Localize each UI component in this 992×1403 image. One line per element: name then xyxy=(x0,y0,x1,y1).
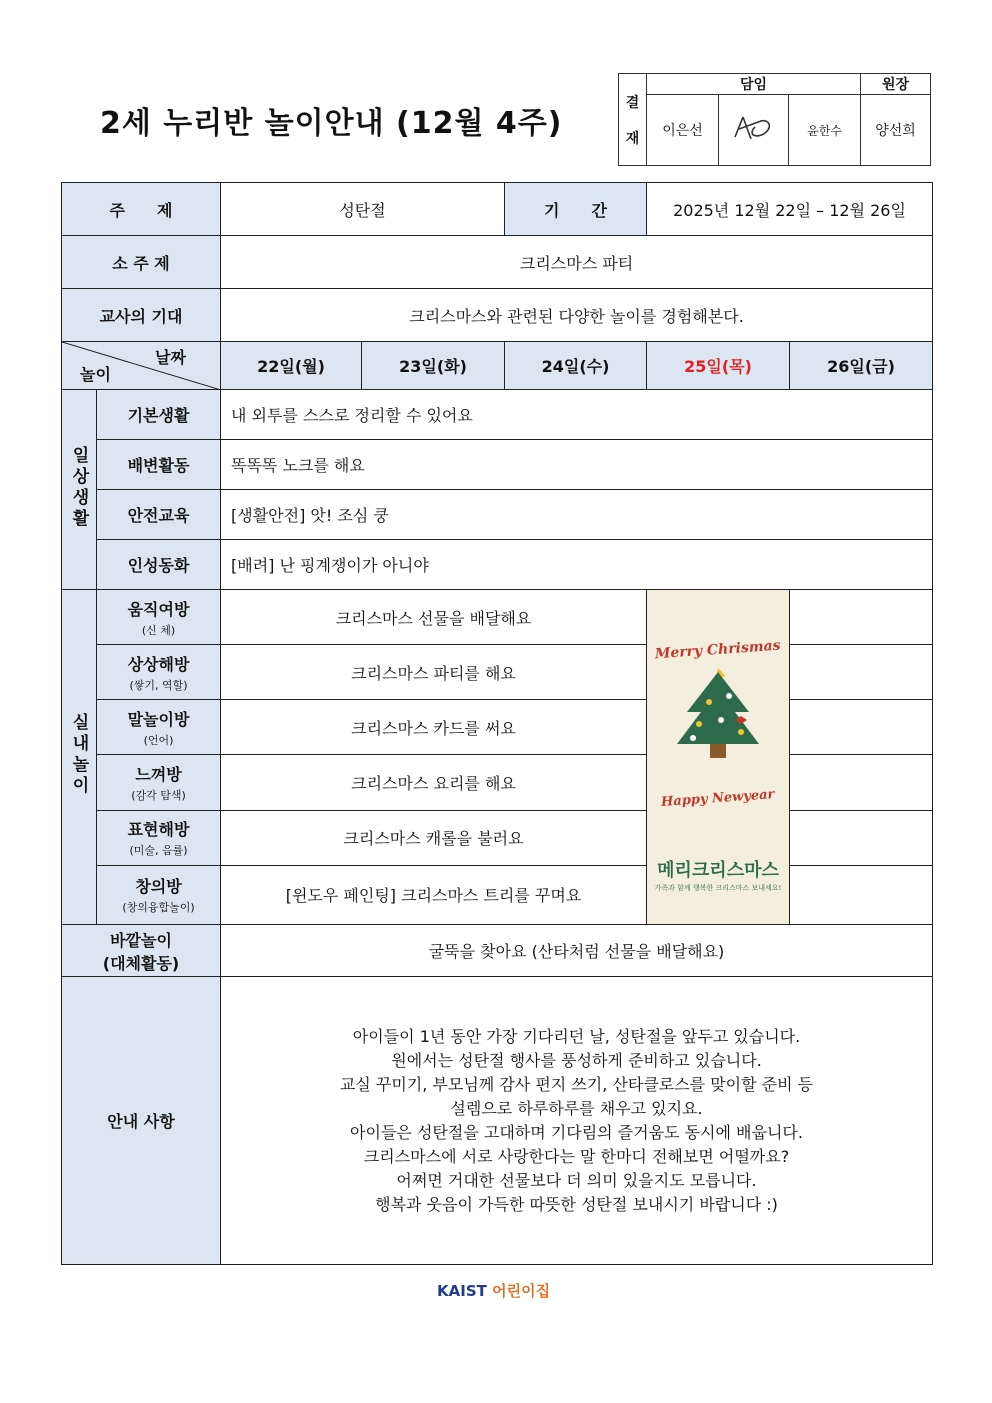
outdoor-label: 바깥놀이 (대체활동) xyxy=(62,925,221,977)
card-big-text: 메리크리스마스 xyxy=(657,860,779,881)
signature-mark xyxy=(719,95,789,166)
subtheme-value: 크리스마스 파티 xyxy=(221,236,933,289)
play-label: 놀이 xyxy=(80,365,111,384)
expectation-value: 크리스마스와 관련된 다양한 놀이를 경험해본다. xyxy=(221,289,933,342)
card-small-text: 가족과 함께 행복한 크리스마스 보내세요! xyxy=(654,884,782,892)
room-content: 크리스마스 선물을 배달해요 xyxy=(221,590,647,645)
empty-cell xyxy=(790,590,933,645)
footer-logo xyxy=(437,1280,550,1301)
notice-line: 교실 꾸미기, 부모님께 감사 편지 쓰기, 산타클로스를 맞이할 준비 등 xyxy=(339,1074,814,1094)
period-value: 2025년 12월 22일 – 12월 26일 xyxy=(647,183,933,236)
notice-line: 아이들이 1년 동안 가장 기다리던 날, 성탄절을 앞두고 있습니다. xyxy=(352,1026,801,1046)
period-label: 기 간 xyxy=(505,183,647,236)
outdoor-content: 굴뚝을 찾아요 (산타처럼 선물을 배달해요) xyxy=(221,925,933,977)
date-label: 날짜 xyxy=(155,348,187,367)
room-label: 상상해방 (쌓기, 역할) xyxy=(97,645,221,700)
day-header: 24일(수) xyxy=(505,342,647,390)
day-header-holiday: 25일(목) xyxy=(647,342,790,390)
teacher-group-label: 담임 xyxy=(647,74,861,95)
notice-line: 아이들은 성탄절을 고대하며 기다림의 즐거움도 동시에 배웁니다. xyxy=(350,1122,803,1142)
row-content: [생활안전] 앗! 조심 쿵 xyxy=(221,490,933,540)
empty-cell xyxy=(790,810,933,865)
room-label: 말놀이방 (언어) xyxy=(97,700,221,755)
row-label: 안전교육 xyxy=(97,490,221,540)
daily-life-group: 일상생활 xyxy=(62,390,97,590)
signature-director: 양선희 xyxy=(861,95,931,166)
indoor-group: 실내놀이 xyxy=(62,590,97,925)
room-content: 크리스마스 요리를 해요 xyxy=(221,755,647,810)
approval-box xyxy=(618,73,931,166)
room-label: 표현해방 (미술, 음률) xyxy=(97,810,221,865)
card-top-text: Merry Chrismas xyxy=(654,637,782,663)
notice-line: 크리스마스에 서로 사랑한다는 말 한마디 전해보면 어떨까요? xyxy=(363,1146,790,1166)
day-header: 26일(금) xyxy=(790,342,933,390)
notice-line: 설렘으로 하루하루를 채우고 있지요. xyxy=(450,1098,703,1118)
plan-table xyxy=(61,182,933,1265)
notice-content xyxy=(221,977,933,1265)
empty-cell xyxy=(790,865,933,924)
empty-cell xyxy=(790,645,933,700)
room-label: 느껴방 (감각 탐색) xyxy=(97,755,221,810)
row-content: [배려] 난 핑계쟁이가 아니야 xyxy=(221,540,933,590)
subtheme-label: 소 주 제 xyxy=(62,236,221,289)
logo-name: 어린이집 xyxy=(492,1282,551,1300)
logo-brand: KAIST xyxy=(437,1282,487,1300)
room-content: 크리스마스 캐롤을 불러요 xyxy=(221,810,647,865)
page-title: 2세 누리반 놀이안내 (12월 4주) xyxy=(100,106,563,141)
handwritten-signature-icon xyxy=(729,111,779,145)
room-content: 크리스마스 파티를 해요 xyxy=(221,645,647,700)
empty-cell xyxy=(790,755,933,810)
signature-teacher-1: 이은선 xyxy=(647,95,719,166)
row-label: 인성동화 xyxy=(97,540,221,590)
theme-value: 성탄절 xyxy=(221,183,505,236)
day-header: 23일(화) xyxy=(362,342,505,390)
notice-line: 어쩌면 거대한 선물보다 더 의미 있을지도 모릅니다. xyxy=(396,1170,757,1190)
day-header: 22일(월) xyxy=(221,342,362,390)
theme-label: 주 제 xyxy=(62,183,221,236)
notice-line: 원에서는 성탄절 행사를 풍성하게 준비하고 있습니다. xyxy=(391,1050,762,1070)
expectation-label: 교사의 기대 xyxy=(62,289,221,342)
row-label: 배변활동 xyxy=(97,440,221,490)
notice-label: 안내 사항 xyxy=(62,977,221,1265)
room-label: 창의방 (창의융합놀이) xyxy=(97,865,221,924)
director-label: 원장 xyxy=(861,74,931,95)
schedule-corner xyxy=(62,342,221,390)
signature-teacher-2: 윤한수 xyxy=(789,95,861,166)
card-mid-text: Happy Newyear xyxy=(660,787,775,810)
row-content: 내 외투를 스스로 정리할 수 있어요 xyxy=(221,390,933,440)
room-label: 움직여방 (신 체) xyxy=(97,590,221,645)
notice-line: 행복과 웃음이 가득한 따뜻한 성탄절 보내시기 바랍니다 :) xyxy=(375,1194,778,1214)
room-content: [윈도우 페인팅] 크리스마스 트리를 꾸며요 xyxy=(221,865,647,924)
christmas-tree-icon xyxy=(649,592,787,918)
row-label: 기본생활 xyxy=(97,390,221,440)
empty-cell xyxy=(790,700,933,755)
row-content: 똑똑똑 노크를 해요 xyxy=(221,440,933,490)
christmas-card xyxy=(647,590,790,925)
room-content: 크리스마스 카드를 써요 xyxy=(221,700,647,755)
approval-side-label: 결 재 xyxy=(619,74,647,166)
